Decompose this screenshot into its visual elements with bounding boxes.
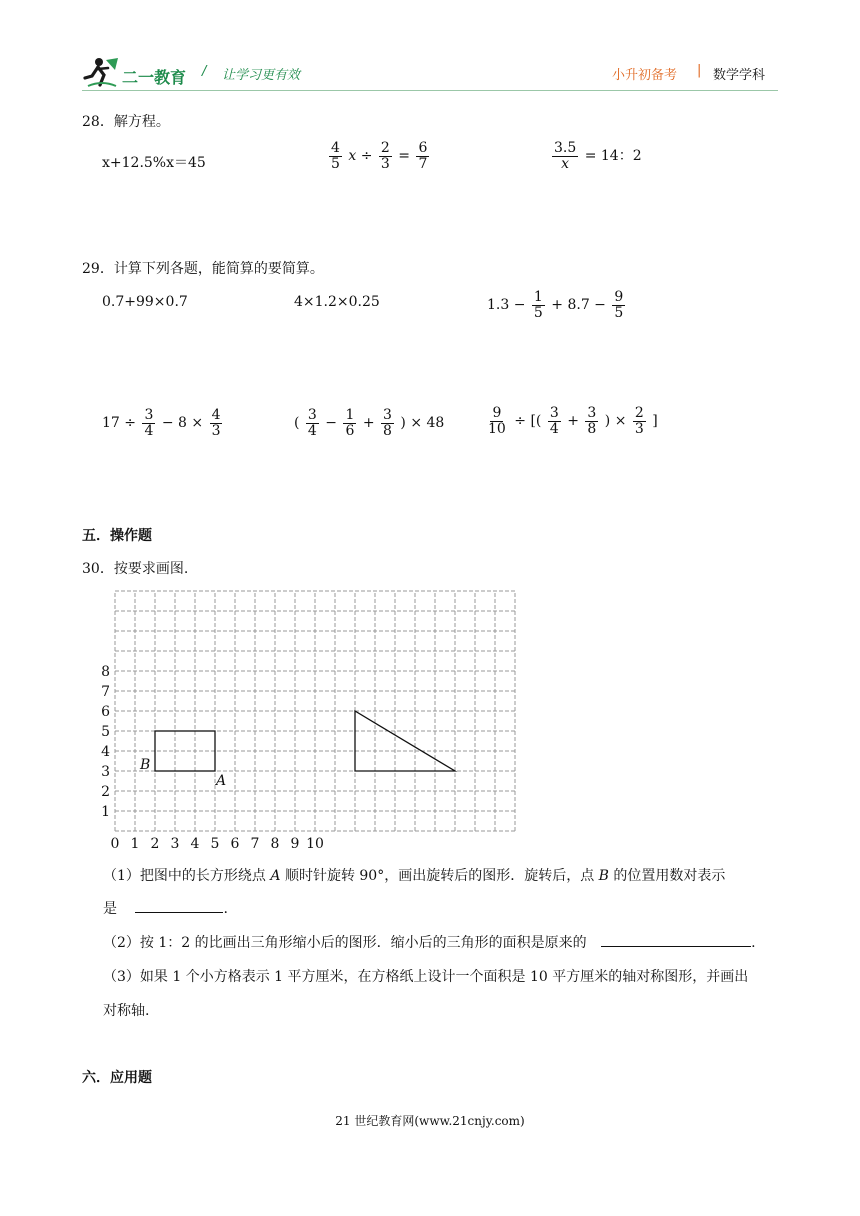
q28-eq3: $\frac{3.5}{x}$ = 14：2 — [554, 140, 642, 172]
q29-expr3: 1.3 − $\frac{1}{5}$ + 8.7 − $\frac{9}{5}$ — [487, 289, 624, 321]
q30-sub3-line2: 对称轴. — [103, 1003, 150, 1019]
x-tick-label: 10 — [306, 836, 324, 850]
header-logo — [82, 56, 120, 94]
triangle-shape — [355, 711, 455, 771]
answer-blank-2[interactable] — [601, 946, 751, 947]
x-tick-label: 1 — [130, 836, 140, 850]
x-tick-label: 7 — [250, 836, 260, 850]
y-tick-label: 2 — [101, 784, 110, 800]
y-tick-label: 8 — [101, 664, 110, 680]
slogan-separator: / — [202, 64, 207, 79]
q30-title: 30．按要求画图. — [82, 561, 189, 577]
q30-sub1-line1: （1）把图中的长方形绕点 A 顺时针旋转 90°，画出旋转后的图形．旋转后，点 B 的位置用数对表示 — [103, 868, 726, 884]
q30-sub3-line1: （3）如果 1 个小方格表示 1 平方厘米，在方格纸上设计一个面积是 10 平方厘米的轴对称图形，并画出 — [103, 969, 749, 985]
header-divider — [82, 90, 778, 91]
x-tick-label: 0 — [110, 836, 120, 850]
grid-figure — [95, 585, 525, 850]
q29-expr1: 0.7+99×0.7 — [102, 294, 188, 310]
running-man-logo-icon — [82, 56, 120, 90]
q28-title: 28．解方程。 — [82, 114, 170, 130]
y-tick-label: 7 — [101, 684, 110, 700]
q29-expr2: 4×1.2×0.25 — [294, 294, 380, 310]
logo-text: 二一教育 — [122, 68, 187, 87]
y-tick-label: 1 — [101, 804, 110, 820]
x-tick-label: 5 — [210, 836, 220, 850]
y-tick-label: 5 — [101, 724, 110, 740]
section6-heading: 六．应用题 — [82, 1070, 152, 1086]
q28-eq1: x+12.5%x＝45 — [102, 155, 206, 171]
y-tick-label: 3 — [101, 764, 110, 780]
q29-expr6: $\frac{9}{10}$ ÷ [( $\frac{3}{4}$ + $\frac{3}{8}$ ) × $\frac{2}{3}$ ] — [488, 405, 658, 437]
header-category: 小升初备考 — [612, 68, 678, 83]
point-a-label: A — [216, 773, 227, 789]
q29-title: 29．计算下列各题，能简算的要简算。 — [82, 261, 324, 277]
section5-heading: 五．操作题 — [82, 528, 152, 544]
y-tick-label: 4 — [101, 744, 110, 760]
x-tick-label: 8 — [270, 836, 280, 850]
answer-blank-1[interactable] — [135, 912, 223, 913]
y-tick-label: 6 — [101, 704, 110, 720]
q30-sub2: （2）按 1：2 的比画出三角形缩小后的图形．缩小后的三角形的面积是原来的 . — [103, 935, 756, 951]
x-tick-label: 4 — [190, 836, 200, 850]
grid-shapes — [155, 711, 455, 771]
x-tick-label: 3 — [170, 836, 180, 850]
header-subject: 数学学科 — [713, 68, 766, 83]
footer: 21 世纪教育网(www.21cnjy.com) — [335, 1114, 525, 1128]
q28-eq2: $\frac{4}{5}$ x ÷ $\frac{2}{3}$ = $\frac{6}{7}$ — [331, 140, 428, 172]
q29-expr4: 17 ÷ $\frac{3}{4}$ − 8 × $\frac{4}{3}$ — [102, 407, 221, 439]
x-tick-label: 9 — [290, 836, 300, 850]
q30-sub1-line2: 是 . — [103, 901, 228, 917]
x-tick-label: 2 — [150, 836, 160, 850]
grid-lines — [115, 591, 515, 831]
point-b-label: B — [140, 757, 151, 773]
slogan: 让学习更有效 — [222, 68, 301, 83]
x-tick-label: 6 — [230, 836, 240, 850]
header-separator: | — [697, 63, 702, 78]
q29-expr5: ( $\frac{3}{4}$ − $\frac{1}{6}$ + $\frac{3}{8}$ ) × 48 — [294, 407, 445, 439]
